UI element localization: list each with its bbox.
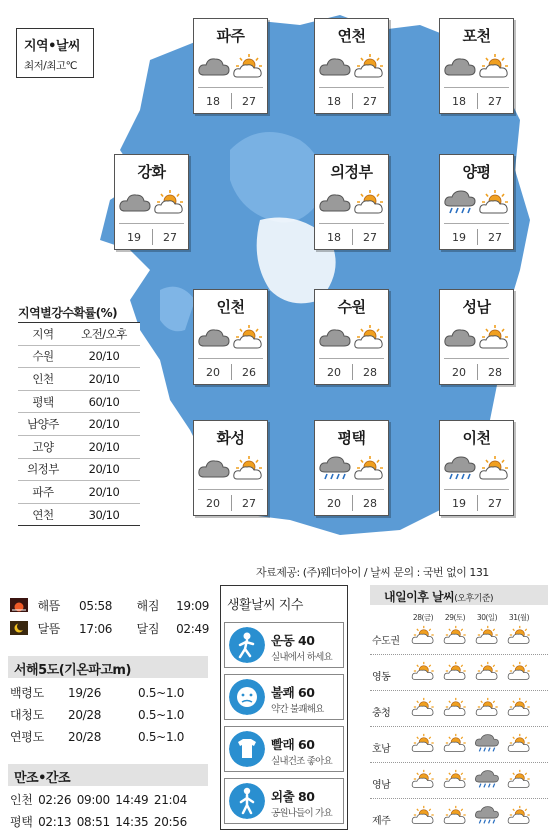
city-icons <box>197 53 265 81</box>
sun-cloud-icon <box>352 324 386 354</box>
sun-cloud-icon <box>231 53 265 83</box>
forecast-row-divider <box>370 798 548 799</box>
precip-value: 20/10 <box>68 368 140 391</box>
sun-cloud-icon <box>474 660 500 684</box>
city-name: 연천 <box>337 27 366 45</box>
city-card <box>193 420 268 516</box>
city-max-temp: 27 <box>363 95 377 108</box>
cloud-icon <box>197 455 231 485</box>
city-max-temp: 27 <box>242 95 256 108</box>
precip-value: 20/10 <box>68 481 140 504</box>
precip-region: 의정부 <box>18 458 68 481</box>
exercise-icon <box>229 627 265 663</box>
sunrise-time: 05:58 <box>79 599 113 613</box>
city-name: 양평 <box>462 163 491 181</box>
sun-cloud-icon <box>474 696 500 720</box>
cloud-icon <box>318 53 352 83</box>
forecast-row-divider <box>370 690 548 691</box>
sun-cloud-icon <box>477 324 511 354</box>
city-min-temp: 19 <box>452 231 466 244</box>
precip-region: 연천 <box>18 503 68 526</box>
sea-wave: 0.5~1.0 <box>138 708 185 722</box>
map-legend <box>16 28 94 78</box>
sun-cloud-icon <box>352 455 386 485</box>
precip-region: 파주 <box>18 481 68 504</box>
city-card <box>439 289 514 385</box>
precip-value: 30/10 <box>68 503 140 526</box>
card-divider <box>319 489 384 490</box>
forecast-date: 29(토) <box>444 613 466 622</box>
sea-temp: 19/26 <box>68 686 102 700</box>
city-min-temp: 20 <box>206 497 220 510</box>
precip-value: 60/10 <box>68 390 140 413</box>
life-index-desc: 실내에서 하세요 <box>271 652 332 663</box>
cloud-icon <box>318 324 352 354</box>
precip-value: 20/10 <box>68 435 140 458</box>
cloud-icon <box>118 189 152 219</box>
sea-row <box>10 728 184 745</box>
forecast-region: 충청 <box>372 708 391 719</box>
sun-cloud-icon <box>231 455 265 485</box>
city-min-temp: 18 <box>327 95 341 108</box>
city-name: 평택 <box>337 429 366 447</box>
moonset-time: 02:49 <box>176 622 210 636</box>
moonrise-time: 17:06 <box>79 622 113 636</box>
precip-row <box>18 435 140 458</box>
cloud-icon <box>443 53 477 83</box>
sun-cloud-icon <box>506 768 532 792</box>
card-divider <box>319 87 384 88</box>
city-card <box>439 154 514 250</box>
life-index-item <box>224 674 344 720</box>
city-icons <box>318 53 386 81</box>
city-card <box>314 18 389 114</box>
sea-station: 백령도 <box>10 686 44 700</box>
precip-row <box>18 345 140 368</box>
sun-cloud-icon <box>442 732 468 756</box>
rain-cloud-icon <box>474 768 500 792</box>
precip-row <box>18 413 140 436</box>
card-divider <box>198 87 263 88</box>
sun-cloud-icon <box>442 624 468 648</box>
sea-row <box>10 706 184 723</box>
precip-value: 20/10 <box>68 458 140 481</box>
moonrise-icon <box>10 621 28 635</box>
life-index-title: 생활날씨 지수 <box>227 598 303 613</box>
sunset-time: 19:09 <box>176 599 210 613</box>
sun-cloud-icon <box>442 696 468 720</box>
city-max-temp: 26 <box>242 366 256 379</box>
life-index-item <box>224 778 344 824</box>
precip-region: 평택 <box>18 390 68 413</box>
life-index-item <box>224 622 344 668</box>
precip-row <box>18 503 140 526</box>
rain-cloud-icon <box>443 455 477 485</box>
sun-cloud-icon <box>410 624 436 648</box>
city-min-temp: 19 <box>452 497 466 510</box>
rain-cloud-icon <box>474 804 500 828</box>
city-icons <box>443 53 511 81</box>
sun-cloud-icon <box>477 53 511 83</box>
city-max-temp: 27 <box>242 497 256 510</box>
city-card <box>314 154 389 250</box>
sea-title: 서해5도(기온파고m) <box>8 656 208 678</box>
forecast-region: 영동 <box>372 672 391 683</box>
city-icons <box>118 189 186 217</box>
life-index-desc: 공원나들이 가요 <box>271 808 332 819</box>
sun-times-row <box>10 597 209 614</box>
sun-cloud-icon <box>506 732 532 756</box>
city-name: 파주 <box>216 27 245 45</box>
precip-value: 20/10 <box>68 345 140 368</box>
cloud-icon <box>197 53 231 83</box>
sea-wave: 0.5~1.0 <box>138 730 185 744</box>
city-name: 수원 <box>337 298 366 316</box>
tide-row: 평택 02:13 08:51 14:35 20:56 <box>10 815 187 829</box>
sun-cloud-icon <box>506 696 532 720</box>
city-card <box>193 18 268 114</box>
city-card <box>193 289 268 385</box>
city-card <box>439 420 514 516</box>
forecast-date: 30(일) <box>476 613 498 622</box>
sunset-label: 해짐 <box>136 599 160 613</box>
city-name: 포천 <box>462 27 491 45</box>
card-divider <box>444 489 509 490</box>
precip-header-row <box>18 323 140 346</box>
forecast-region: 호남 <box>372 744 391 755</box>
city-icons <box>443 324 511 352</box>
precip-region: 인천 <box>18 368 68 391</box>
city-max-temp: 28 <box>363 497 377 510</box>
sun-cloud-icon <box>410 660 436 684</box>
city-max-temp: 27 <box>163 231 177 244</box>
sea-wave: 0.5~1.0 <box>138 686 185 700</box>
sun-cloud-icon <box>410 696 436 720</box>
moonset-label: 달짐 <box>136 622 160 636</box>
city-max-temp: 27 <box>488 231 502 244</box>
card-divider <box>319 223 384 224</box>
sun-cloud-icon <box>474 624 500 648</box>
life-index-panel <box>220 585 348 830</box>
city-icons <box>197 455 265 483</box>
precip-table <box>18 322 140 526</box>
cloud-icon <box>197 324 231 354</box>
card-divider <box>198 358 263 359</box>
life-index-name: 빨래 60 <box>271 737 315 752</box>
cloud-icon <box>443 324 477 354</box>
city-min-temp: 19 <box>127 231 141 244</box>
sun-cloud-icon <box>352 53 386 83</box>
city-min-temp: 18 <box>452 95 466 108</box>
precip-row <box>18 390 140 413</box>
precip-value: 오전/오후 <box>68 323 140 346</box>
precip-row <box>18 481 140 504</box>
sea-temp: 20/28 <box>68 730 102 744</box>
forecast-title-text: 내일이후 날씨 <box>384 590 455 604</box>
sun-cloud-icon <box>442 660 468 684</box>
city-card <box>314 289 389 385</box>
card-divider <box>198 489 263 490</box>
outing-icon <box>229 783 265 819</box>
sun-cloud-icon <box>477 189 511 219</box>
cloud-icon <box>318 189 352 219</box>
city-max-temp: 27 <box>363 231 377 244</box>
precip-region: 수원 <box>18 345 68 368</box>
sun-cloud-icon <box>477 455 511 485</box>
sea-station: 대청도 <box>10 708 44 722</box>
sun-cloud-icon <box>410 768 436 792</box>
forecast-date: 31(월) <box>508 613 530 622</box>
card-divider <box>444 87 509 88</box>
sun-cloud-icon <box>152 189 186 219</box>
forecast-region: 수도권 <box>372 636 400 647</box>
forecast-date: 28(금) <box>412 613 434 622</box>
source-credit: 자료제공: (주)웨더아이 / 날씨 문의 : 국번 없이 131 <box>256 566 489 579</box>
city-icons <box>197 324 265 352</box>
forecast-region: 제주 <box>372 816 391 827</box>
forecast-row-divider <box>370 726 548 727</box>
tide-row: 인천 02:26 09:00 14:49 21:04 <box>10 793 187 807</box>
sea-temp: 20/28 <box>68 708 102 722</box>
forecast-title <box>370 585 548 605</box>
city-name: 화성 <box>216 429 245 447</box>
sun-cloud-icon <box>442 804 468 828</box>
card-divider <box>444 223 509 224</box>
rain-cloud-icon <box>318 455 352 485</box>
legend-title: 지역•날씨 <box>24 39 81 54</box>
card-divider <box>319 358 384 359</box>
life-index-item <box>224 726 344 772</box>
city-icons <box>318 189 386 217</box>
city-card <box>114 154 189 250</box>
sunrise-label: 해뜸 <box>37 599 61 613</box>
laundry-icon <box>229 731 265 767</box>
life-index-desc: 약간 불쾌해요 <box>271 704 324 715</box>
city-max-temp: 28 <box>363 366 377 379</box>
city-min-temp: 20 <box>206 366 220 379</box>
sun-cloud-icon <box>506 804 532 828</box>
precip-title: 지역별강수확률(%) <box>18 306 118 320</box>
city-min-temp: 18 <box>206 95 220 108</box>
legend-subtitle: 최저/최고℃ <box>24 60 77 72</box>
precip-region: 지역 <box>18 323 68 346</box>
sunrise-icon <box>10 598 28 612</box>
city-max-temp: 27 <box>488 95 502 108</box>
life-index-name: 불쾌 60 <box>271 685 315 700</box>
precip-row <box>18 368 140 391</box>
city-card <box>314 420 389 516</box>
moon-times-row <box>10 620 209 637</box>
sun-cloud-icon <box>231 324 265 354</box>
city-icons <box>443 189 511 217</box>
life-index-name: 외출 80 <box>271 789 315 804</box>
city-name: 강화 <box>137 163 166 181</box>
sea-station: 연평도 <box>10 730 44 744</box>
city-min-temp: 18 <box>327 231 341 244</box>
sea-row <box>10 684 184 701</box>
sun-cloud-icon <box>506 624 532 648</box>
life-index-desc: 실내건조 좋아요 <box>271 756 332 767</box>
sun-cloud-icon <box>410 804 436 828</box>
city-name: 인천 <box>216 298 245 316</box>
city-name: 의정부 <box>330 163 373 181</box>
tide-title: 만조•간조 <box>8 764 208 786</box>
card-divider <box>119 223 184 224</box>
forecast-region: 영남 <box>372 780 391 791</box>
forecast-row-divider <box>370 762 548 763</box>
sun-cloud-icon <box>410 732 436 756</box>
rain-cloud-icon <box>474 732 500 756</box>
city-name: 성남 <box>462 298 491 316</box>
sun-cloud-icon <box>352 189 386 219</box>
precip-row <box>18 458 140 481</box>
forecast-subtitle: (오후기준) <box>454 594 494 604</box>
city-max-temp: 27 <box>488 497 502 510</box>
city-icons <box>318 455 386 483</box>
city-icons <box>443 455 511 483</box>
precip-region: 고양 <box>18 435 68 458</box>
sun-cloud-icon <box>506 660 532 684</box>
city-min-temp: 20 <box>452 366 466 379</box>
sun-cloud-icon <box>442 768 468 792</box>
city-min-temp: 20 <box>327 497 341 510</box>
moonrise-label: 달뜸 <box>37 622 61 636</box>
precip-region: 남양주 <box>18 413 68 436</box>
card-divider <box>444 358 509 359</box>
city-name: 이천 <box>462 429 491 447</box>
city-card <box>439 18 514 114</box>
discomfort-icon <box>229 679 265 715</box>
rain-cloud-icon <box>443 189 477 219</box>
precip-value: 20/10 <box>68 413 140 436</box>
life-index-name: 운동 40 <box>271 633 315 648</box>
forecast-row-divider <box>370 654 548 655</box>
city-max-temp: 28 <box>488 366 502 379</box>
city-icons <box>318 324 386 352</box>
city-min-temp: 20 <box>327 366 341 379</box>
